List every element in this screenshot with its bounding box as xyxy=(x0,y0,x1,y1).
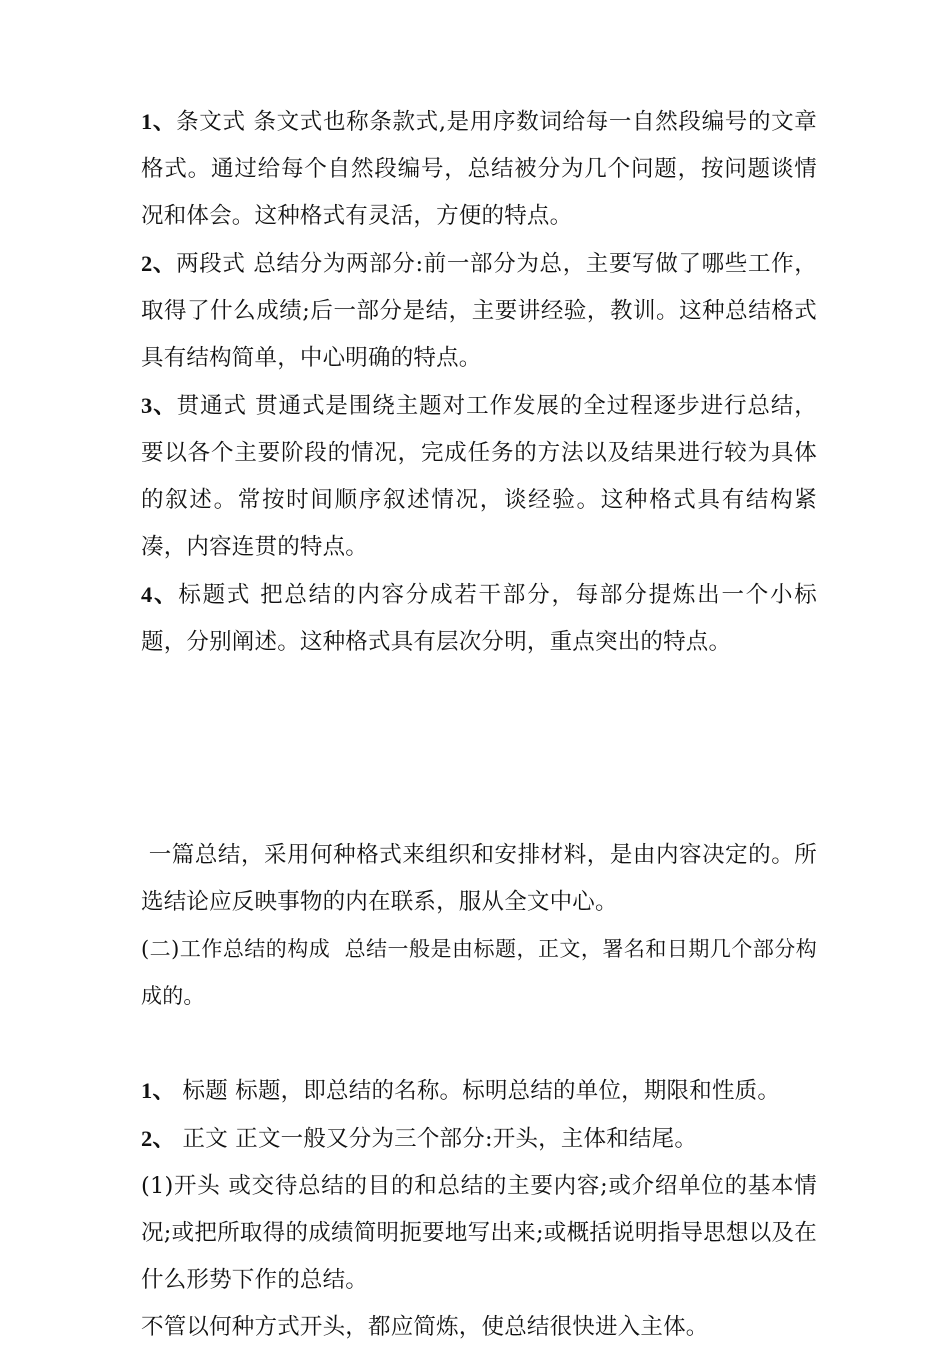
paragraph-7-text: 标题 标题，即总结的名称。标明总结的单位，期限和性质。 xyxy=(175,1078,781,1104)
paragraph-1-number: 1、 xyxy=(141,109,177,134)
paragraph-10-text: 不管以何种方式开头，都应简炼，使总结很快进入主体。 xyxy=(141,1314,709,1340)
section-spacer xyxy=(141,666,817,832)
paragraph-3-text: 贯通式 贯通式是围绕主题对工作发展的全过程逐步进行总结，要以各个主要阶段的情况，完成任务的方法以及结果进行较为具体的叙述。常按时间顺序叙述情况，谈经验。这种格式具有结构紧凑，内容连贯的特点。 xyxy=(141,393,817,560)
paragraph-4 xyxy=(141,571,817,666)
paragraph-3-number: 3、 xyxy=(141,393,177,418)
paragraph-2-text: 两段式 总结分为两部分:前一部分为总，主要写做了哪些工作，取得了什么成绩;后一部分是结，主要讲经验，教训。这种总结格式具有结构简单，中心明确的特点。 xyxy=(141,251,817,371)
paragraph-1 xyxy=(141,98,817,240)
paragraph-4-text: 标题式 把总结的内容分成若干部分，每部分提炼出一个小标题，分别阐述。这种格式具有层次分明，重点突出的特点。 xyxy=(141,582,817,655)
paragraph-3 xyxy=(141,382,817,571)
paragraph-6-text: (二)工作总结的构成 总结一般是由标题，正文，署名和日期几个部分构成的。 xyxy=(141,937,817,1008)
paragraph-8-text: 正文 正文一般又分为三个部分:开头，主体和结尾。 xyxy=(175,1126,698,1152)
paragraph-2-number: 2、 xyxy=(141,251,177,276)
paragraph-2 xyxy=(141,240,817,382)
paragraph-1-text: 条文式 条文式也称条款式,是用序数词给每一自然段编号的文章格式。通过给每个自然段编号，总结被分为几个问题，按问题谈情况和体会。这种格式有灵活，方便的特点。 xyxy=(141,109,818,229)
paragraph-5 xyxy=(141,832,817,926)
paragraph-5-text: 一篇总结，采用何种格式来组织和安排材料，是由内容决定的。所选结论应反映事物的内在联系，服从全文中心。 xyxy=(141,842,817,915)
paragraph-8 xyxy=(141,1115,817,1163)
paragraph-8-number: 2、 xyxy=(141,1126,176,1151)
paragraph-9 xyxy=(141,1163,817,1304)
document-text-block xyxy=(141,98,817,1351)
paragraph-7 xyxy=(141,1067,817,1115)
paragraph-6 xyxy=(141,926,817,1020)
paragraph-9-text: (1)开头 或交待总结的目的和总结的主要内容;或介绍单位的基本情况;或把所取得的成绩简明扼要地写出来;或概括说明指导思想以及在什么形势下作的总结。 xyxy=(141,1173,817,1293)
blank-line-spacer xyxy=(141,1020,817,1067)
paragraph-4-number: 4、 xyxy=(141,582,179,607)
paragraph-7-number: 1、 xyxy=(141,1078,176,1103)
